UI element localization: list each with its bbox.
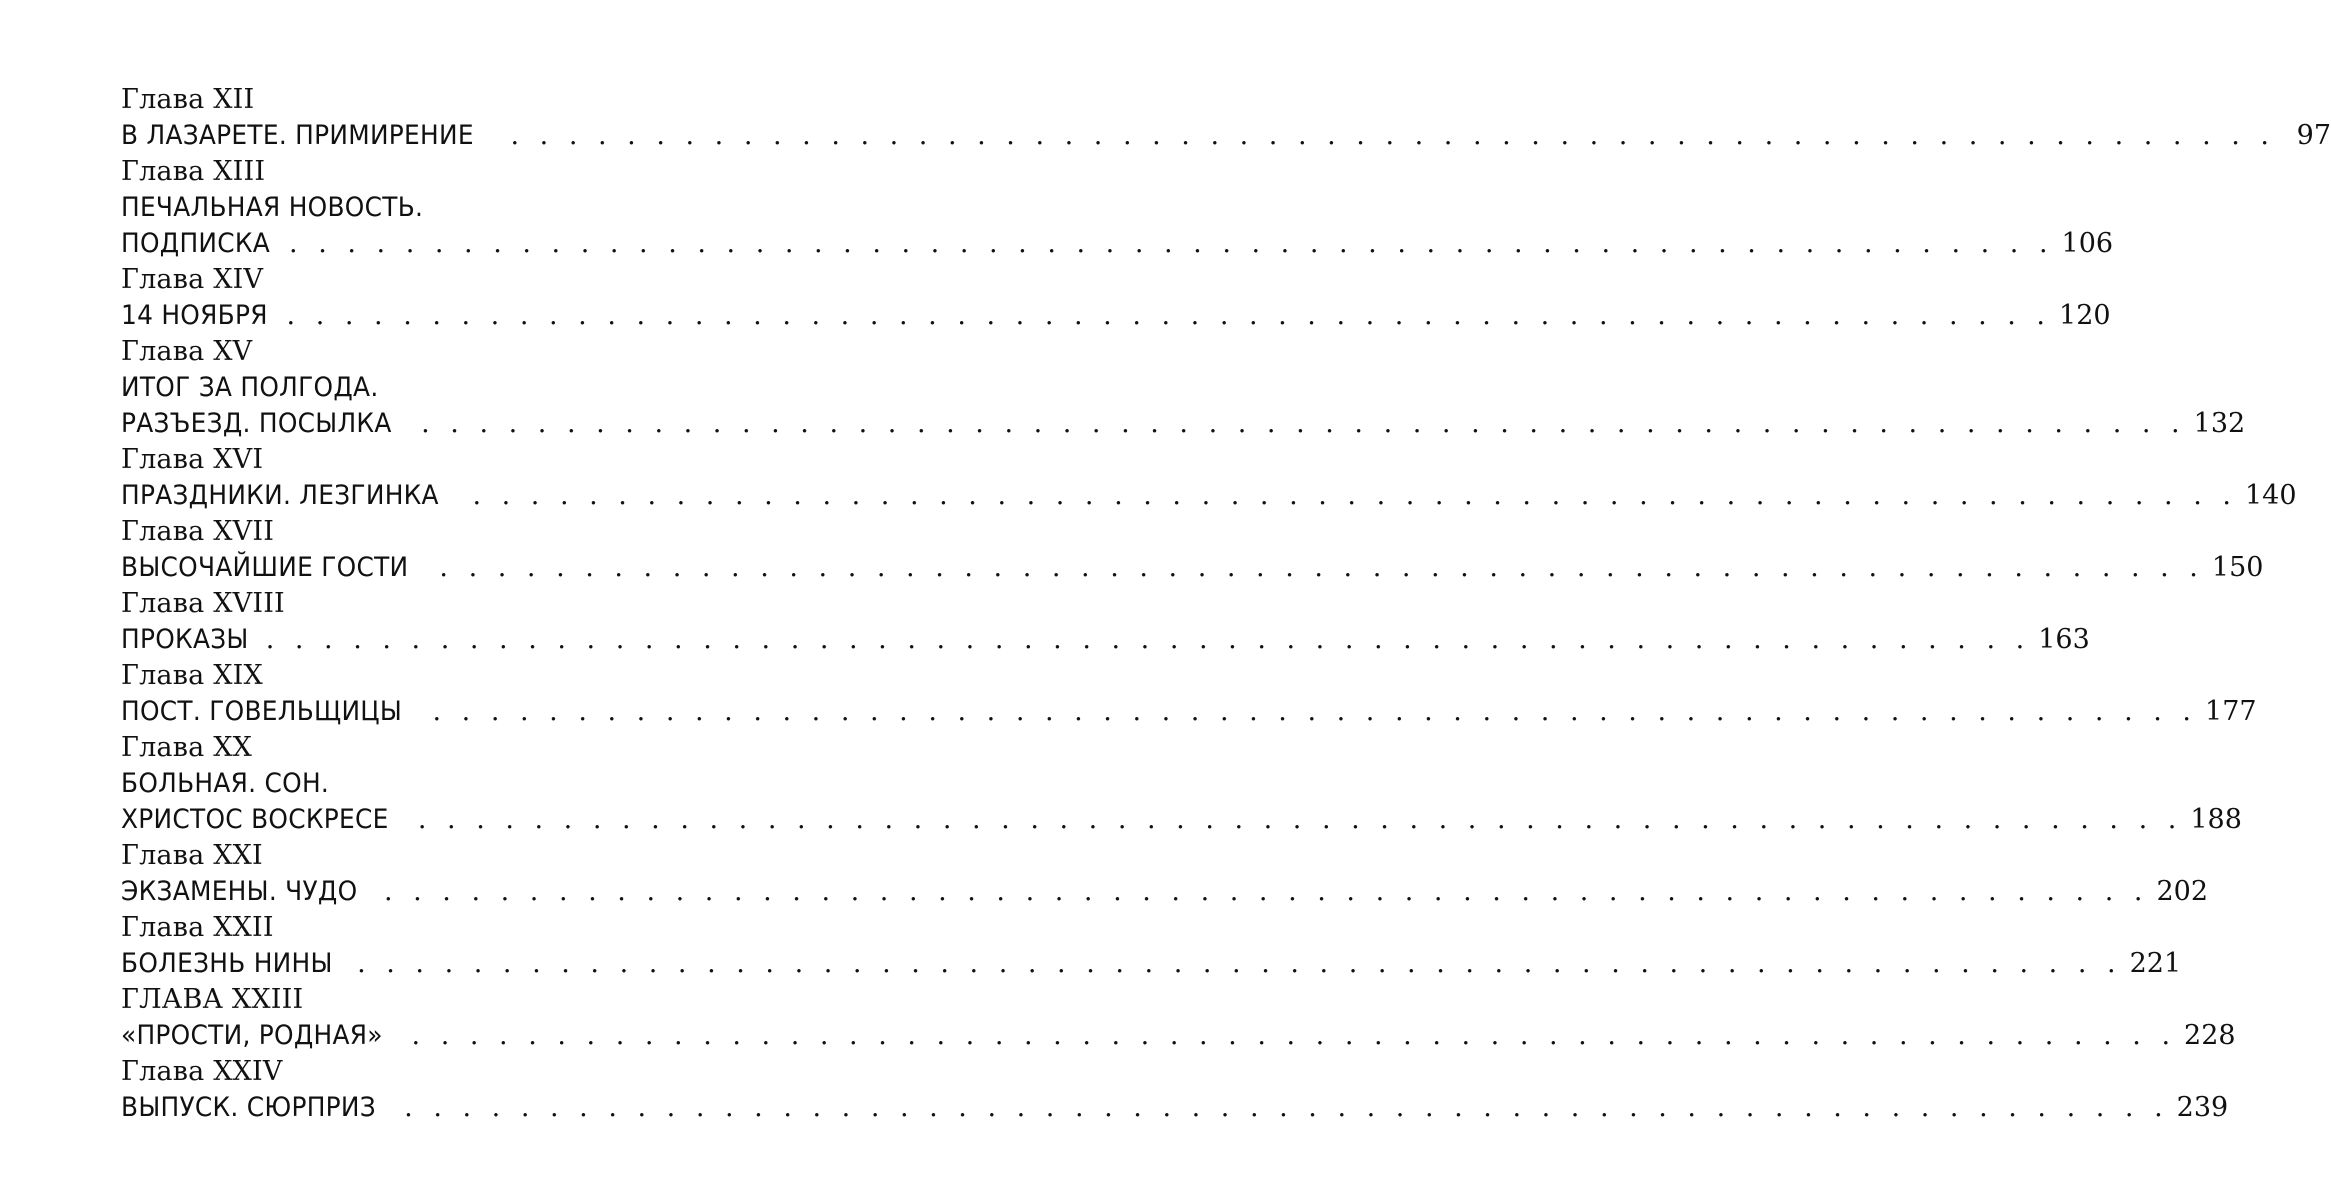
chapter-title-with-page — [121, 802, 2242, 838]
chapter-title-with-page — [121, 226, 2114, 262]
chapter-title-text: ПРОКАЗЫ — [121, 624, 249, 655]
page-number: 132 — [2193, 408, 2246, 439]
chapter-label: Глава XXI — [121, 840, 263, 871]
chapter-label: ГЛАВА XXIII — [121, 984, 304, 1015]
dot-leader: . . . . . . . . . . . . . . . . . . . . . . . . . . . . . . . . . . . . . . . . . . . . . . . . . . . . . . . . . . . . . — [289, 228, 2054, 259]
dot-leader: . . . . . . . . . . . . . . . . . . . . . . . . . . . . . . . . . . . . . . . . . . . . . . . . . . . . . . . . . . . . . — [421, 408, 2186, 439]
chapter-label: Глава XVIII — [121, 588, 285, 619]
toc-entry — [121, 514, 2264, 586]
chapter-heading-line — [121, 262, 765, 298]
toc-entry — [121, 442, 2297, 514]
chapter-title-text: ВЫСОЧАЙШИЕ ГОСТИ — [121, 552, 409, 583]
chapter-title-text: РАЗЪЕЗД. ПОСЫЛКА — [121, 408, 392, 439]
chapter-heading-line — [121, 730, 765, 766]
chapter-title-text: ПЕЧАЛЬНАЯ НОВОСТЬ. — [121, 192, 424, 223]
dot-leader: . . . . . . . . . . . . . . . . . . . . . . . . . . . . . . . . . . . . . . . . . . . . . . . . . . . . . . . . . . . . . — [439, 552, 2204, 583]
chapter-title-text: ПОСТ. ГОВЕЛЬЩИЦЫ — [121, 696, 403, 727]
toc-entry — [121, 838, 2209, 910]
chapter-title-line — [121, 766, 765, 802]
dot-leader: . . . . . . . . . . . . . . . . . . . . . . . . . . . . . . . . . . . . . . . . . . . . . . . . . . . . . . . . . . . . . — [265, 624, 2031, 655]
dot-leader: . . . . . . . . . . . . . . . . . . . . . . . . . . . . . . . . . . . . . . . . . . . . . . . . . . . . . . . . . . . . . — [510, 120, 2275, 151]
toc-entry — [121, 658, 2257, 730]
dot-leader: . . . . . . . . . . . . . . . . . . . . . . . . . . . . . . . . . . . . . . . . . . . . . . . . . . . . . . . . . . . . . — [357, 948, 2122, 979]
dot-leader: . . . . . . . . . . . . . . . . . . . . . . . . . . . . . . . . . . . . . . . . . . . . . . . . . . . . . . . . . . . . . — [411, 1020, 2177, 1051]
chapter-title-text: БОЛЕЗНЬ НИНЫ — [121, 948, 333, 979]
dot-leader: . . . . . . . . . . . . . . . . . . . . . . . . . . . . . . . . . . . . . . . . . . . . . . . . . . . . . . . . . . . . . — [286, 300, 2052, 331]
chapter-title-text: 14 НОЯБРЯ — [121, 300, 268, 331]
chapter-title-with-page — [121, 406, 2246, 442]
chapter-title-with-page — [121, 622, 2090, 658]
toc-entry — [121, 82, 2331, 154]
chapter-label: Глава XII — [121, 84, 255, 115]
chapter-heading-line — [121, 910, 765, 946]
chapter-title-text: БОЛЬНАЯ. СОН. — [121, 768, 330, 799]
chapter-label: Глава XX — [121, 732, 253, 763]
page-number: 163 — [2038, 624, 2090, 655]
page-number: 150 — [2211, 552, 2264, 583]
dot-leader: . . . . . . . . . . . . . . . . . . . . . . . . . . . . . . . . . . . . . . . . . . . . . . . . . . . . . . . . . . . . . — [417, 804, 2183, 835]
chapter-heading-line — [121, 154, 765, 190]
chapter-heading-line — [121, 658, 765, 694]
chapter-label: Глава XVII — [121, 516, 275, 547]
chapter-title-text: ИТОГ ЗА ПОЛГОДА. — [121, 372, 379, 403]
chapter-label: Глава XXIV — [121, 1056, 283, 1087]
chapter-title-text: ХРИСТОС ВОСКРЕСЕ — [121, 804, 389, 835]
chapter-label: Глава XV — [121, 336, 253, 367]
chapter-label: Глава XIX — [121, 660, 263, 691]
chapter-label: Глава XXII — [121, 912, 274, 943]
page-number: 188 — [2190, 804, 2242, 835]
toc-entry — [121, 910, 2182, 982]
dot-leader: . . . . . . . . . . . . . . . . . . . . . . . . . . . . . . . . . . . . . . . . . . . . . . . . . . . . . . . . . . . . . — [432, 696, 2198, 727]
chapter-heading-line — [121, 514, 765, 550]
chapter-heading-line — [121, 334, 765, 370]
toc-entry — [121, 1054, 2229, 1126]
chapter-title-text: ЭКЗАМЕНЫ. ЧУДО — [121, 876, 358, 907]
chapter-title-with-page — [121, 118, 2331, 154]
chapter-title-with-page — [121, 298, 2111, 334]
chapter-title-with-page — [121, 1018, 2236, 1054]
page-number: 177 — [2205, 696, 2257, 727]
chapter-heading-line — [121, 838, 765, 874]
dot-leader: . . . . . . . . . . . . . . . . . . . . . . . . . . . . . . . . . . . . . . . . . . . . . . . . . . . . . . . . . . . . . — [404, 1092, 2169, 1123]
chapter-label: Глава XVI — [121, 444, 264, 475]
chapter-heading-line — [121, 1054, 765, 1090]
chapter-title-text: ПРАЗДНИКИ. ЛЕЗГИНКА — [121, 480, 439, 511]
chapter-heading-line — [121, 442, 765, 478]
chapter-heading-line — [121, 586, 765, 622]
chapter-title-with-page — [121, 1090, 2229, 1126]
page-number: 202 — [2156, 876, 2209, 907]
chapter-heading-line — [121, 82, 765, 118]
chapter-title-text: «ПРОСТИ, РОДНАЯ» — [121, 1020, 383, 1051]
chapter-label: Глава XIII — [121, 156, 266, 187]
page-number: 97 — [2296, 120, 2331, 151]
chapter-title-with-page — [121, 874, 2209, 910]
chapter-label: Глава XIV — [121, 264, 264, 295]
toc-entry — [121, 334, 2246, 442]
page-number: 239 — [2176, 1092, 2229, 1123]
dot-leader: . . . . . . . . . . . . . . . . . . . . . . . . . . . . . . . . . . . . . . . . . . . . . . . . . . . . . . . . . . . . . — [472, 480, 2237, 511]
chapter-title-with-page — [121, 946, 2182, 982]
page-number: 228 — [2184, 1020, 2236, 1051]
page-number: 120 — [2059, 300, 2111, 331]
chapter-title-with-page — [121, 550, 2264, 586]
chapter-title-text: В ЛАЗАРЕТЕ. ПРИМИРЕНИЕ — [121, 120, 474, 151]
page-number: 221 — [2129, 948, 2182, 979]
toc-entry — [121, 262, 2111, 334]
chapter-title-with-page — [121, 478, 2297, 514]
chapter-title-line — [121, 370, 765, 406]
chapter-heading-line — [121, 982, 765, 1018]
toc-entry — [121, 586, 2090, 658]
chapter-title-line — [121, 190, 765, 226]
chapter-title-text: ПОДПИСКА — [121, 228, 271, 259]
table-of-contents — [121, 82, 2331, 1126]
chapter-title-with-page — [121, 694, 2257, 730]
page-number: 106 — [2061, 228, 2114, 259]
chapter-title-text: ВЫПУСК. СЮРПРИЗ — [121, 1092, 376, 1123]
page-number: 140 — [2244, 480, 2297, 511]
toc-entry — [121, 730, 2242, 838]
toc-entry — [121, 982, 2236, 1054]
toc-entry — [121, 154, 2114, 262]
dot-leader: . . . . . . . . . . . . . . . . . . . . . . . . . . . . . . . . . . . . . . . . . . . . . . . . . . . . . . . . . . . . . — [383, 876, 2149, 907]
